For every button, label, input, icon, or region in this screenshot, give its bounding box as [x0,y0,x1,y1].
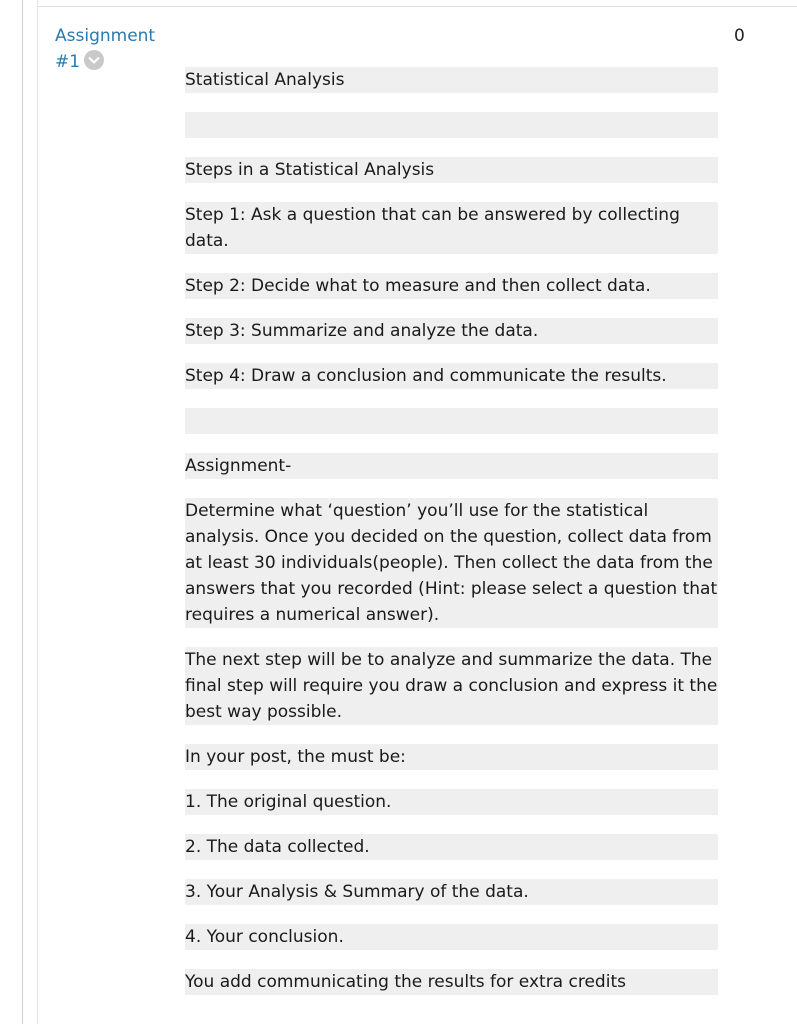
assignment-title-link[interactable] [55,23,175,75]
paragraph-assignment-heading: Assignment- [185,453,718,479]
list-item-4: 4. Your conclusion. [185,924,718,950]
paragraph-title: Statistical Analysis [185,67,718,93]
assignment-number: #1 [55,52,81,72]
paragraph-blank [185,112,718,138]
top-divider [37,6,797,7]
assignment-title-line2 [55,49,175,75]
chevron-down-icon[interactable] [84,50,104,70]
paragraph-step-4: Step 4: Draw a conclusion and communicate the results. [185,363,718,389]
paragraph-steps-heading: Steps in a Statistical Analysis [185,157,718,183]
paragraph-step-2: Step 2: Decide what to measure and then collect data. [185,273,718,299]
paragraph-step-3: Step 3: Summarize and analyze the data. [185,318,718,344]
paragraph-next-step: The next step will be to analyze and summarize the data. The final step will require you draw a conclusion and express it the best way possible. [185,647,718,725]
paragraph-determine: Determine what ‘question’ you’ll use for the statistical analysis. Once you decided on the question, collect data from at least 30 individuals(people). Then collect the data from the answers that you recorded (Hint: please select a question that requires a numerical answer). [185,498,718,628]
paragraph-in-post: In your post, the must be: [185,744,718,770]
paragraph-extra-credit: You add communicating the results for extra credits [185,969,718,995]
list-item-1: 1. The original question. [185,789,718,815]
assignment-score: 0 [734,26,745,46]
list-item-3: 3. Your Analysis & Summary of the data. [185,879,718,905]
paragraph-step-1: Step 1: Ask a question that can be answered by collecting data. [185,202,718,254]
left-rail [0,0,23,1024]
assignment-title-line1: Assignment [55,26,156,46]
assignment-body [185,67,718,1014]
paragraph-blank [185,408,718,434]
list-item-2: 2. The data collected. [185,834,718,860]
